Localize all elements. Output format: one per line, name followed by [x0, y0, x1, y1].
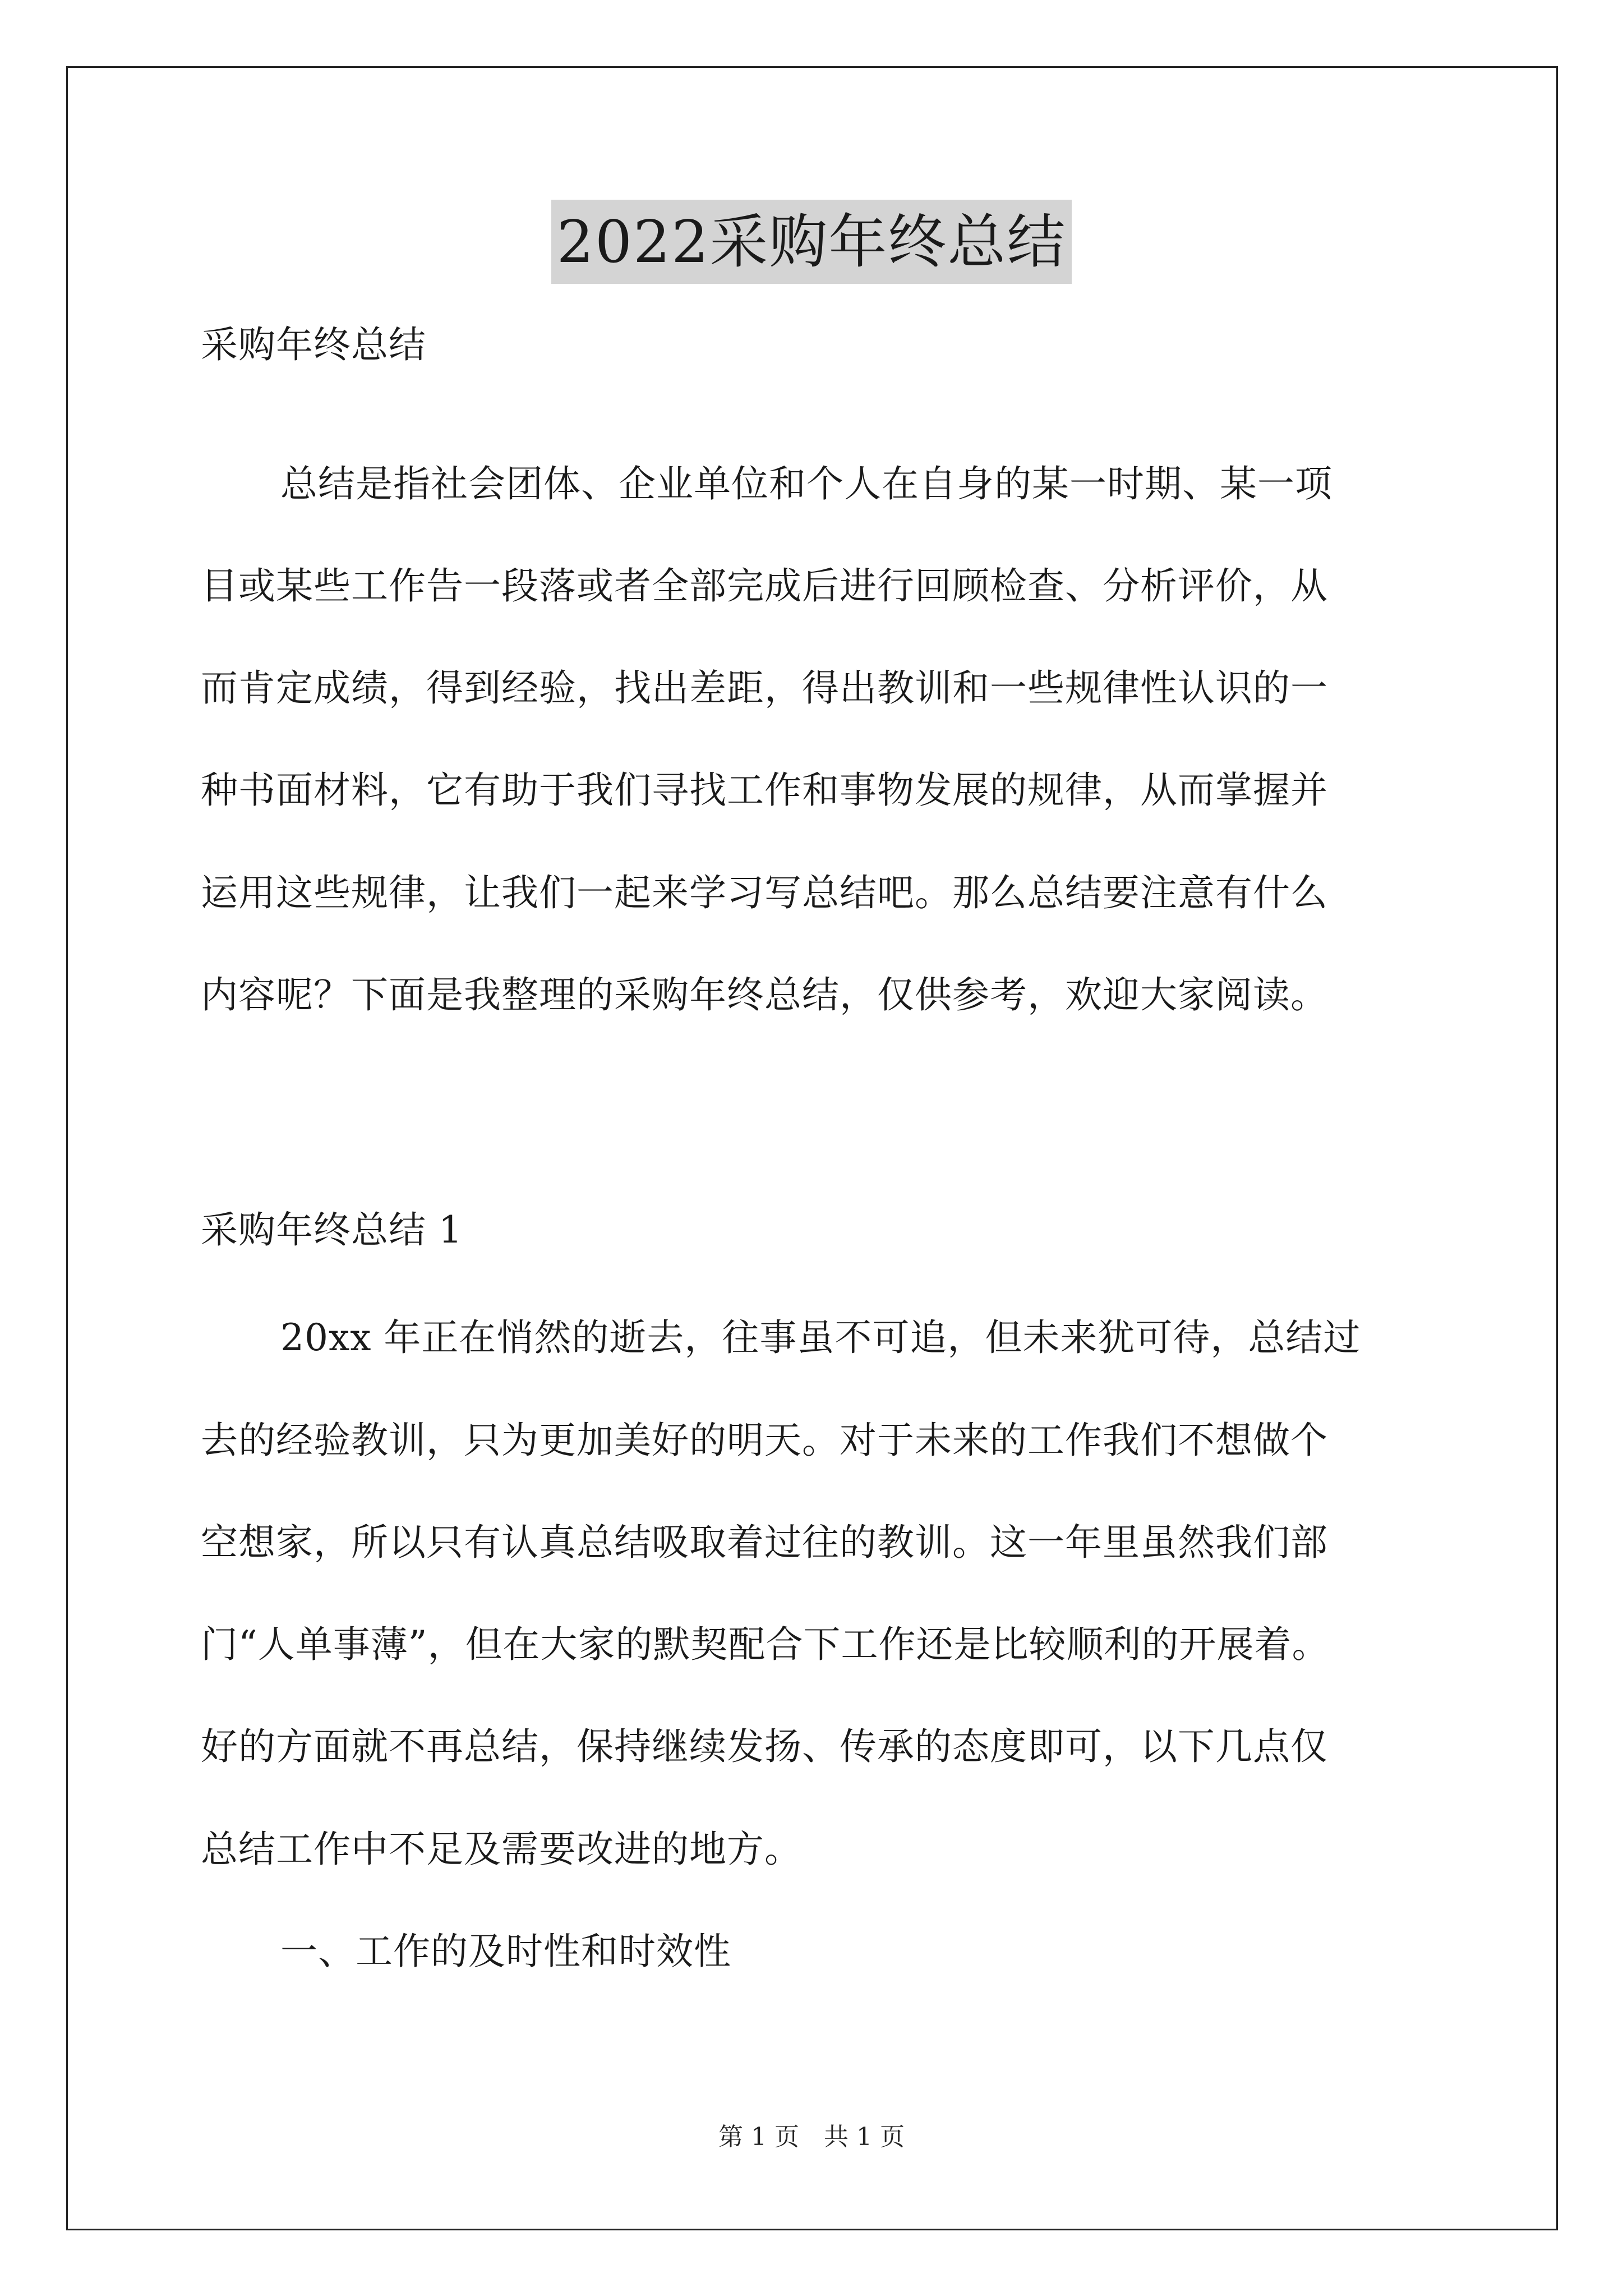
intro-line-2: 目或某些工作告一段落或者全部完成后进行回顾检查、分析评价，从 — [201, 564, 1328, 608]
section1-line-6: 总结工作中不足及需要改进的地方。 — [201, 1828, 802, 1871]
intro-line-6: 内容呢？下面是我整理的采购年终总结，仅供参考，欢迎大家阅读。 — [201, 973, 1328, 1016]
intro-line-1: 总结是指社会团体、企业单位和个人在自身的某一时期、某一项 — [280, 462, 1332, 505]
title-wrap — [0, 200, 1623, 284]
section1-line-4: 门“人单事薄”，但在大家的默契配合下工作还是比较顺利的开展着。 — [201, 1623, 1330, 1666]
heading-section-1: 采购年终总结 1 — [201, 1208, 463, 1251]
intro-line-3: 而肯定成绩，得到经验，找出差距，得出教训和一些规律性认识的一 — [201, 666, 1328, 710]
page-border — [66, 66, 1558, 2230]
subheading-1: 一、工作的及时性和时效性 — [280, 1930, 731, 1973]
intro-line-5: 运用这些规律，让我们一起来学习写总结吧。那么总结要注意有什么 — [201, 871, 1328, 914]
section1-line-5: 好的方面就不再总结，保持继续发扬、传承的态度即可，以下几点仅 — [201, 1725, 1328, 1768]
section1-line-2: 去的经验教训，只为更加美好的明天。对于未来的工作我们不想做个 — [201, 1419, 1328, 1462]
section1-line-3: 空想家，所以只有认真总结吸取着过往的教训。这一年里虽然我们部 — [201, 1521, 1328, 1564]
heading-main: 采购年终总结 — [201, 323, 426, 366]
section1-line-1: 20xx 年正在悄然的逝去，往事虽不可追，但未来犹可待，总结过 — [280, 1316, 1361, 1359]
intro-line-4: 种书面材料，它有助于我们寻找工作和事物发展的规律，从而掌握并 — [201, 769, 1328, 812]
document-title: 2022采购年终总结 — [551, 200, 1072, 284]
page-footer: 第 1 页 共 1 页 — [718, 2123, 905, 2151]
